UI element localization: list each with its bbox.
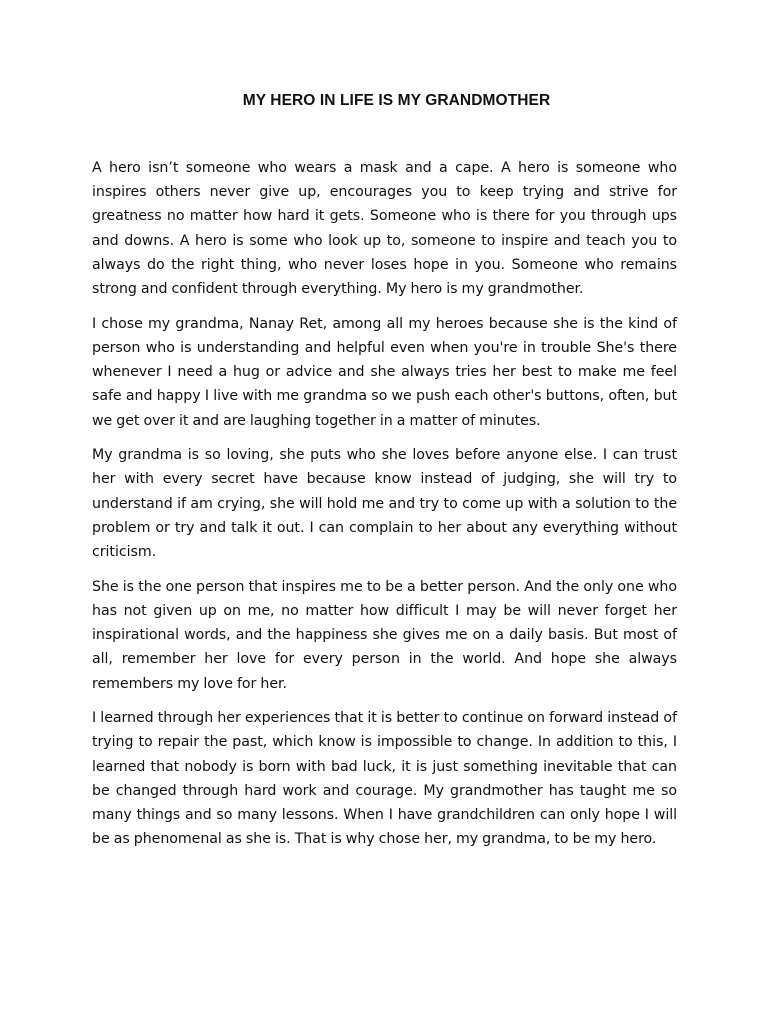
paragraph-5: I learned through her experiences that it is better to continue on forward instead of trying to repair the past, which know is impossible to change. In addition to this, I learned that nobody is born with bad luck, it is just something inevitable that can be changed through hard work and courage. My grandmother has taught me so many things and so many lessons. When I have grandchildren can only hope I will be as phenomenal as she is. That is why chose her, my grandma, to be my hero. (92, 710, 677, 848)
paragraph-3: My grandma is so loving, she puts who she loves before anyone else. I can trust her with every secret have because know instead of judging, she will try to understand if am crying, she will hold me and try to come up with a solution to the problem or try and talk it out. I can complain to her about any everything without criticism. (92, 447, 677, 561)
paragraph-2: I chose my grandma, Nanay Ret, among all my heroes because she is the kind of person who is understanding and helpful even when you're in trouble She's there whenever I need a hug or advice and she always tries her best to make me feel safe and happy I live with me grandma so we push each other's buttons, often, but we get over it and are laughing together in a matter of minutes. (92, 315, 677, 429)
paragraph-4: She is the one person that inspires me to be a better person. And the only one who has not given up on me, no matter how difficult I may be will never forget her inspirational words, and the happiness she gives me on a daily basis. But most of all, remember her love for every person in the world. And hope she always remembers my love for her. (92, 578, 677, 692)
paragraph-1: A hero isn’t someone who wears a mask and a cape. A hero is someone who inspires others never give up, encourages you to keep trying and strive for greatness no matter how hard it gets. Someone who is there for you through ups and downs. A hero is some who look up to, someone to inspire and teach you to always do the right thing, who never loses hope in you. Someone who remains strong and confident through everything. My hero is my grandmother. (92, 160, 677, 298)
document-body (92, 156, 677, 862)
document-title: MY HERO IN LIFE IS MY GRANDMOTHER (242, 92, 551, 109)
